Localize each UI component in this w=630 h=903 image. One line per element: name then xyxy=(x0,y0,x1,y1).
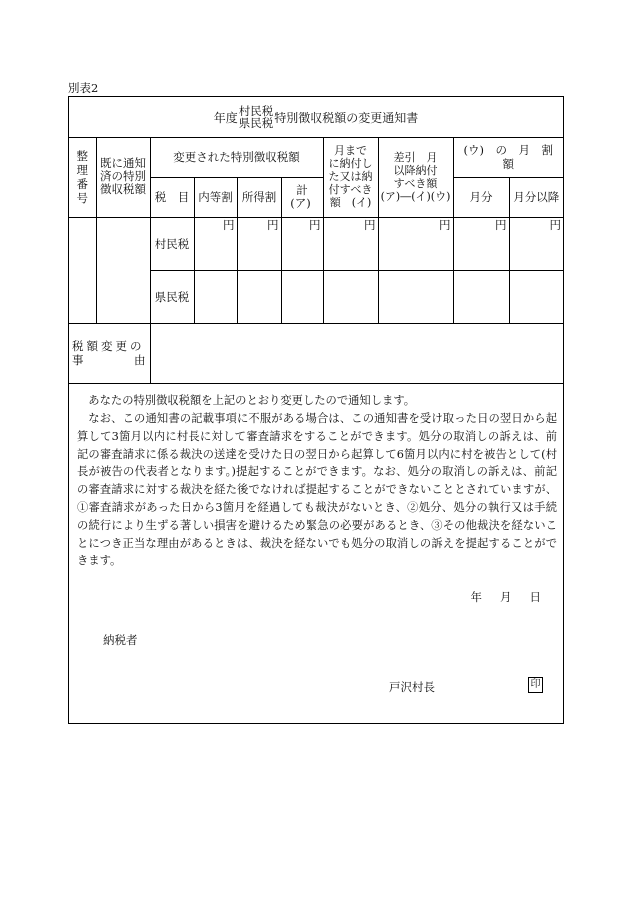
cell-kenmin-total[interactable] xyxy=(281,270,323,323)
cell-kenmin-paid[interactable] xyxy=(323,270,378,323)
cell-already-notified[interactable] xyxy=(96,217,150,323)
header-changed-amount: 変更された特別徴収税額 xyxy=(150,137,323,177)
form-title xyxy=(69,97,563,138)
unit-yen: 円 xyxy=(509,217,563,270)
header-paid-until-month: 月まで に納付し た又は納 付すべき 額 (イ) xyxy=(323,137,378,217)
unit-yen: 円 xyxy=(237,217,281,270)
date-year: 年 xyxy=(470,590,482,604)
notice-paragraph-1: あなたの特別徴収税額を上記のとおり変更したので通知します。 xyxy=(88,394,416,407)
seal-icon: 印 xyxy=(528,677,543,693)
form-label: 別表2 xyxy=(68,81,99,95)
reason-field[interactable] xyxy=(150,323,563,383)
header-difference: 差引 月 以降納付 すべき額 (ア)―(イ)(ウ) xyxy=(378,137,453,217)
cell-kenmin-naitou[interactable] xyxy=(194,270,237,323)
notice-form xyxy=(68,96,564,724)
cell-kenmin-month-onward[interactable] xyxy=(509,270,563,323)
reason-label: 税額変更の 事 由 xyxy=(69,323,150,383)
unit-yen: 円 xyxy=(453,217,509,270)
unit-yen: 円 xyxy=(281,217,323,270)
unit-yen: 円 xyxy=(378,217,453,270)
row-label-sonminzei: 村民税 xyxy=(150,217,194,270)
header-seiri-bangou: 整 理 番 号 xyxy=(69,137,96,217)
unit-yen: 円 xyxy=(323,217,378,270)
title-suffix: 特別徴収税額の変更通知書 xyxy=(274,110,419,125)
mayor-label: 戸沢村長 xyxy=(389,680,435,694)
header-tax-item: 税 目 xyxy=(150,177,194,217)
row-label-kenminzei: 県民税 xyxy=(150,270,194,323)
header-already-notified: 既に通知 済の特別 徴収税額 xyxy=(96,137,150,217)
unit-yen: 円 xyxy=(194,217,237,270)
tax-table xyxy=(69,137,563,384)
header-month-onward: 月分以降 xyxy=(509,177,563,217)
title-tax-lower: 県民税 xyxy=(238,116,274,130)
header-shotoku: 所得割 xyxy=(237,177,281,217)
header-naitou: 内等割 xyxy=(194,177,237,217)
date-line xyxy=(453,589,542,605)
cell-seiri-bangou[interactable] xyxy=(69,217,96,323)
cell-kenmin-shotoku[interactable] xyxy=(237,270,281,323)
date-month: 月 xyxy=(500,590,512,604)
notice-paragraph-2: なお、この通知書の記載事項に不服がある場合は、この通知書を受け取った日の翌日から起算して3箇月以内に村長に対して審査請求をすることができます。処分の取消しの訴えは、前記の審査請求に係る裁決の送達を受けた日の翌日から起算して6箇月以内に村を被告として(村長が被告の代表者となります。)提起することができます。なお、処分の取消しの訴えは、前記の審査請求に対する裁決を経た後でなければ提起することができないこととされていますが、①審査請求があった日から3箇月を経過しても裁決がないとき、②処分、処分の執行又は手続の続行により生ずる著しい損害を避けるため緊急の必要があるとき、③その他裁決を経ないことにつき正当な理由があるときは、裁決を経ないでも処分の取消しの訴えを提起することができます。 xyxy=(77,412,557,568)
header-month-portion: 月分 xyxy=(453,177,509,217)
title-prefix: 年度 xyxy=(213,110,238,125)
cell-kenmin-difference[interactable] xyxy=(378,270,453,323)
payer-label: 納税者 xyxy=(103,633,138,647)
header-monthly-amount: (ウ) の 月 割 額 xyxy=(453,137,563,177)
date-day: 日 xyxy=(529,590,541,604)
header-total: 計 (ア) xyxy=(281,177,323,217)
tax-type-stack xyxy=(239,105,274,129)
notice-section xyxy=(69,383,563,723)
title-tax-upper: 村民税 xyxy=(238,104,274,118)
cell-kenmin-month-portion[interactable] xyxy=(453,270,509,323)
